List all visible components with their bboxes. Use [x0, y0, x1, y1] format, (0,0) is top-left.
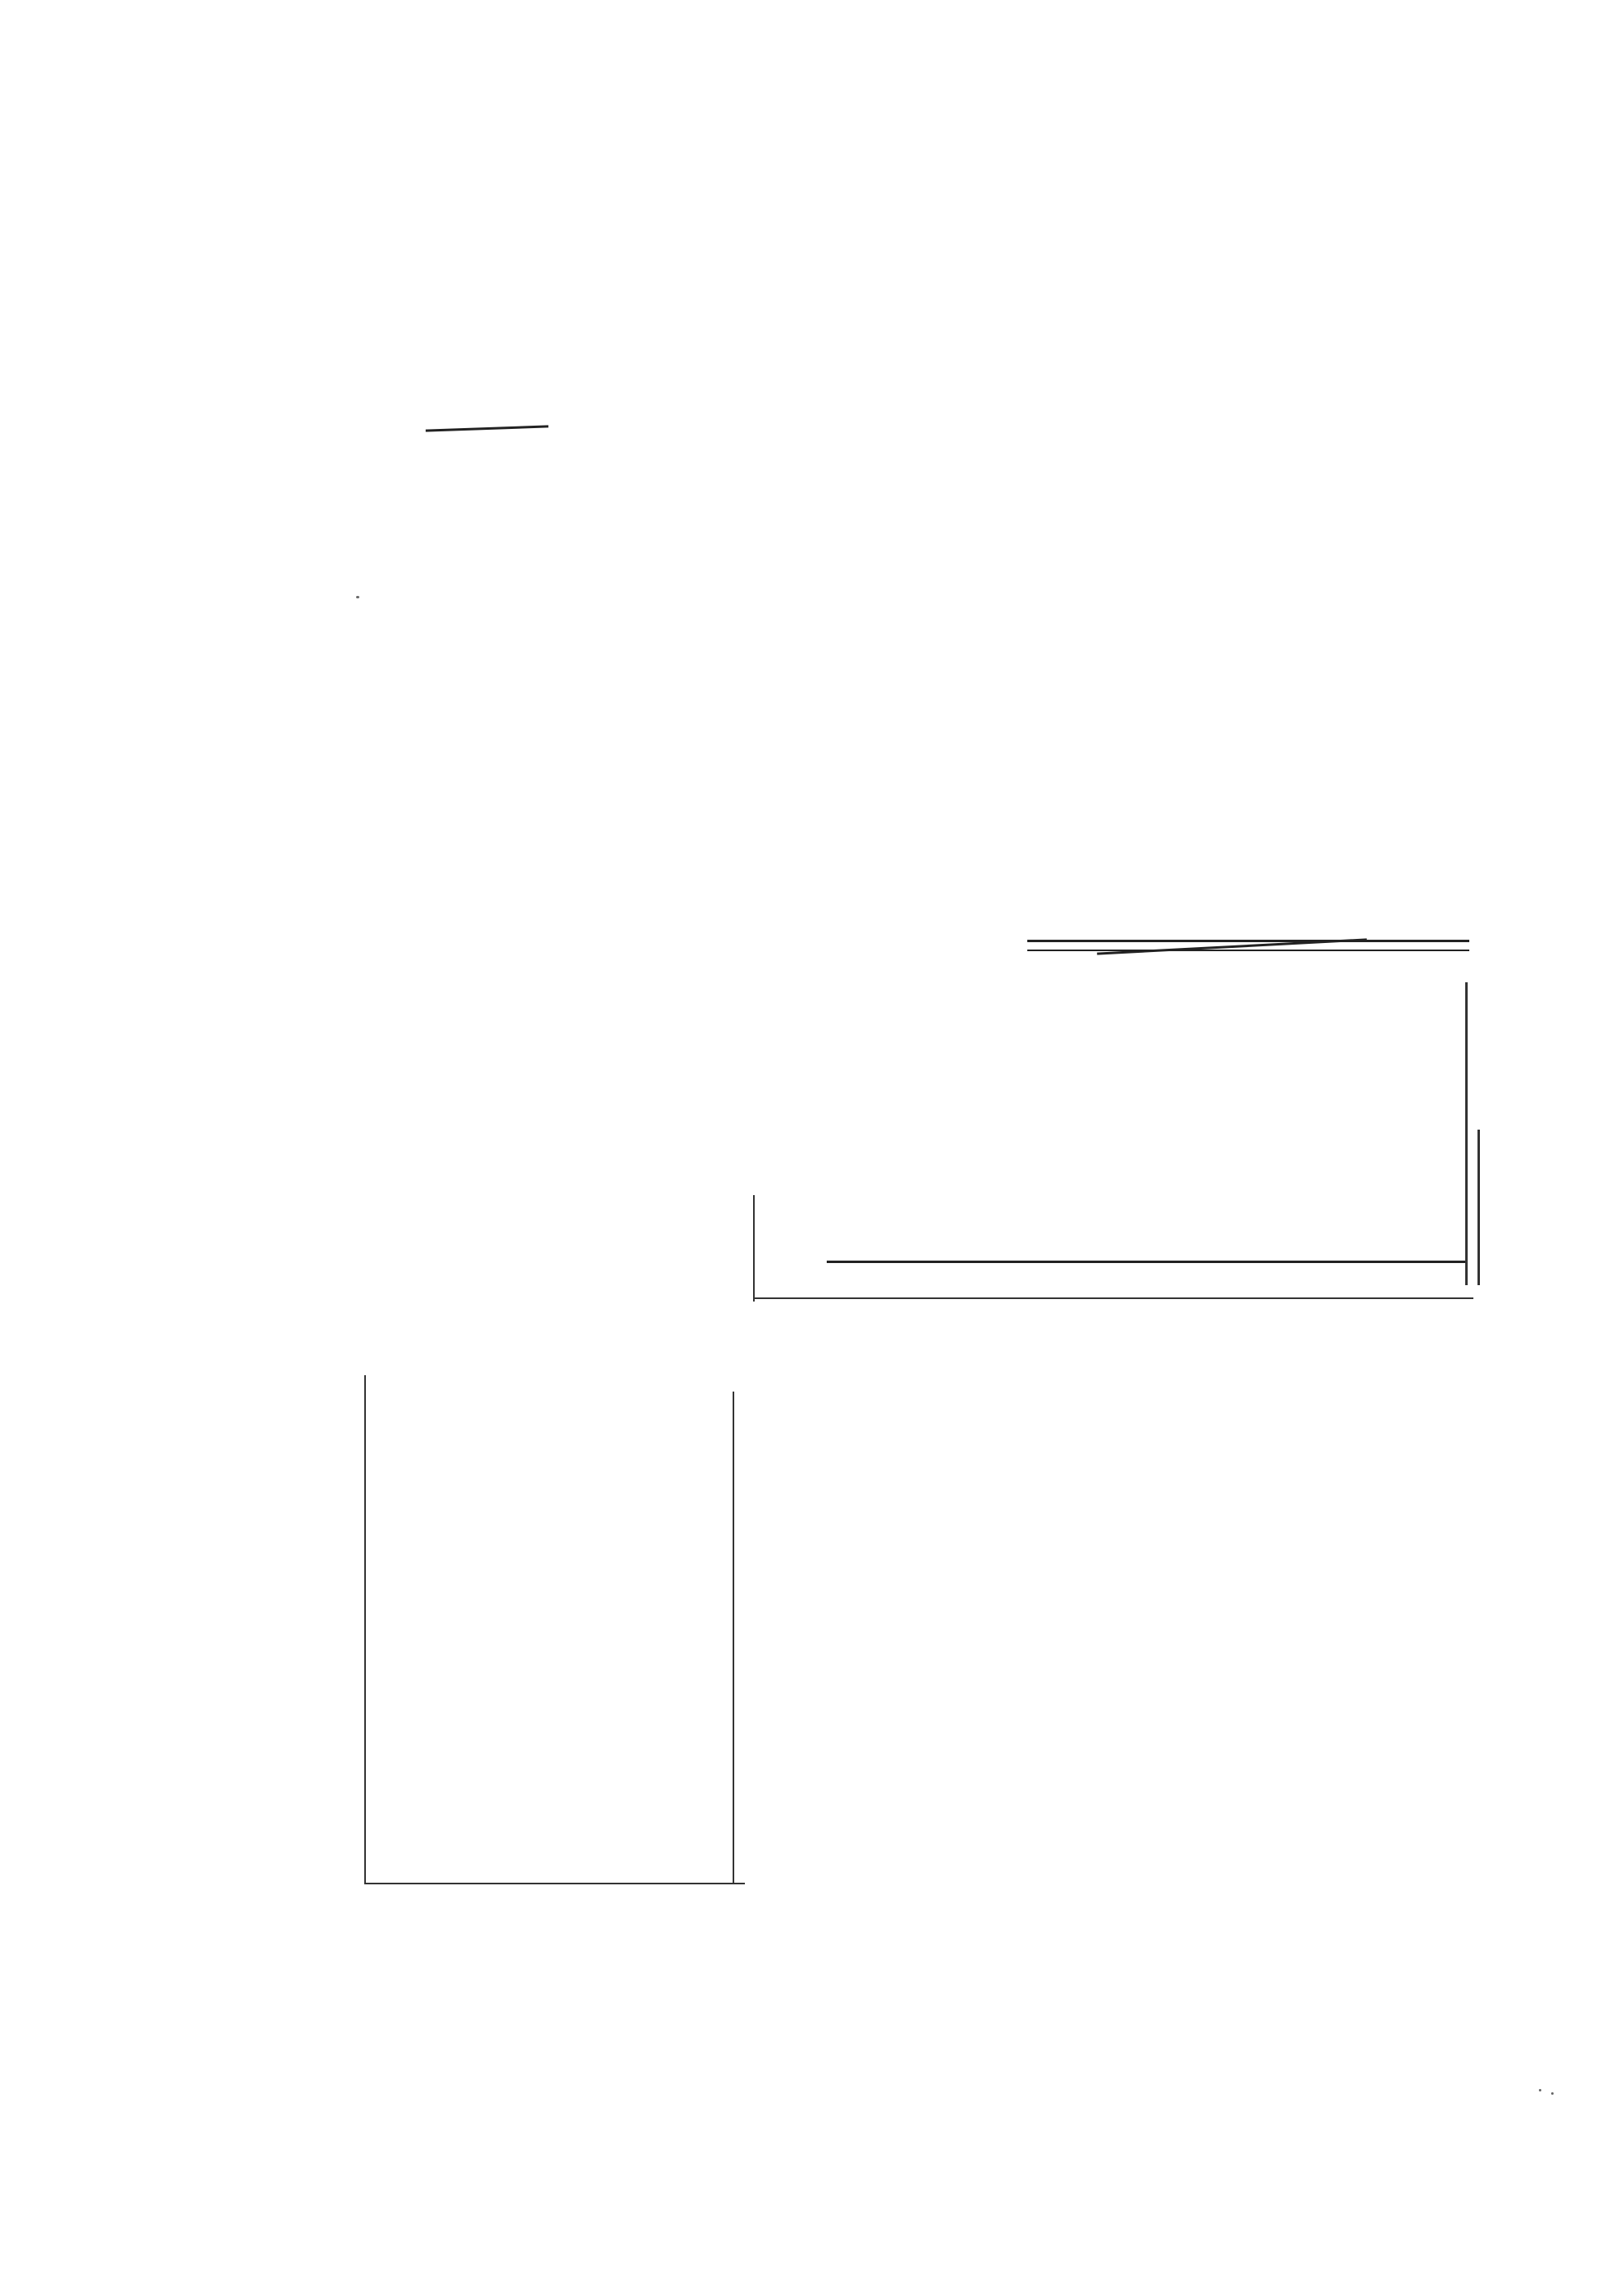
masthead-rule	[1027, 940, 1469, 942]
clipping-edge	[364, 1375, 366, 1883]
scan-speck	[1551, 2092, 1554, 2095]
masthead-rule	[1027, 950, 1469, 951]
clipping-edge	[753, 1195, 755, 1302]
newspaper-clipping-left	[364, 1162, 745, 1989]
clipping-edge	[1477, 1130, 1480, 1285]
clipping-edge	[364, 1883, 745, 1884]
clipping-edge	[733, 1392, 734, 1883]
newspaper-masthead	[741, 921, 1469, 970]
author-underline	[426, 425, 548, 431]
clipping-edge	[753, 1297, 1473, 1299]
scan-speck	[356, 596, 359, 598]
column-end-rule	[827, 1261, 1465, 1263]
clipping-edge	[1465, 982, 1468, 1285]
scan-speck	[1539, 2089, 1541, 2091]
